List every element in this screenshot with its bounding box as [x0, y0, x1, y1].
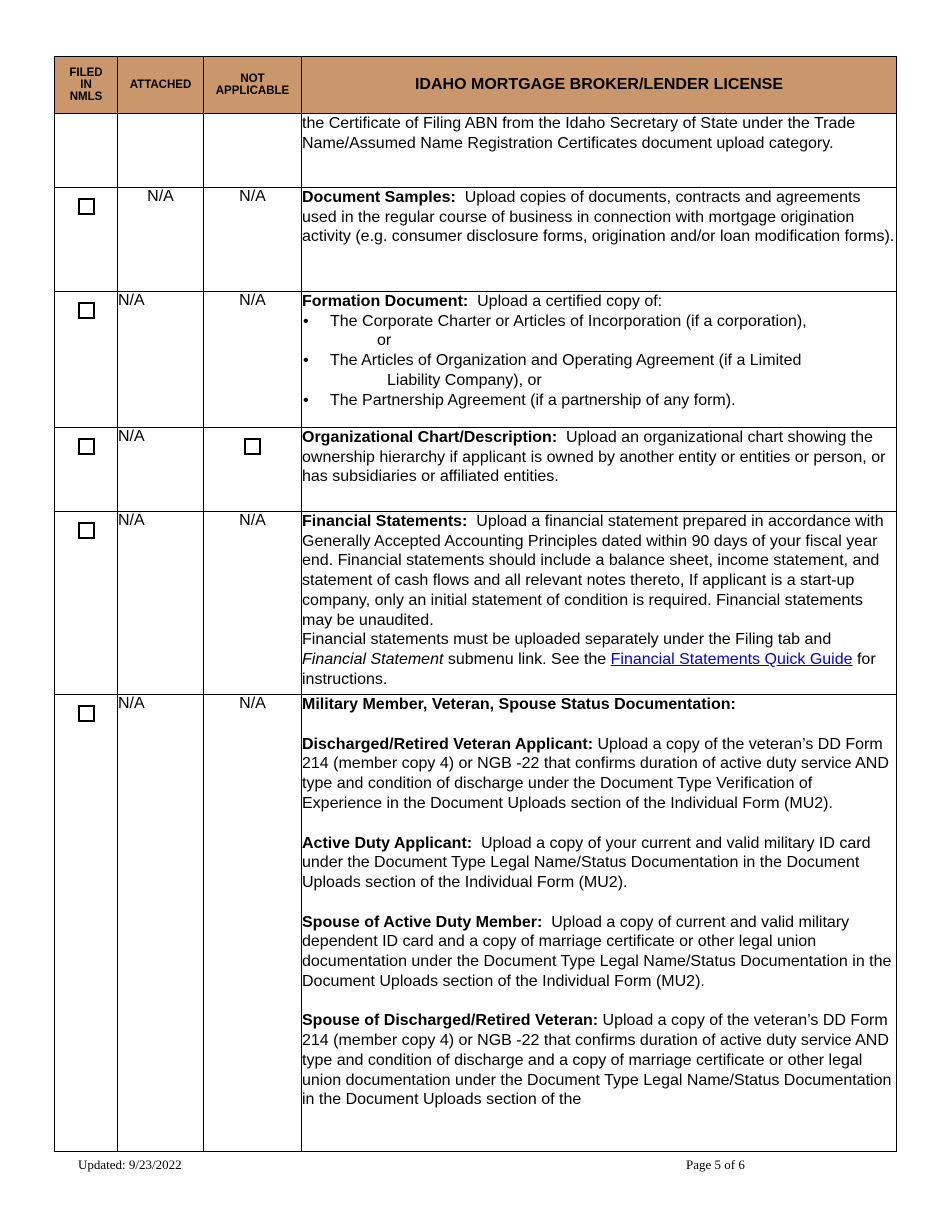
document-samples-desc: Document Samples: Upload copies of documents, contracts and agreements used in the regular course of business in connection with mortgage origination activity (e.g. consumer disclosure forms, origination and/or loan modification forms).: [302, 188, 897, 292]
attached-value: N/A: [118, 188, 204, 292]
attached-value: N/A: [118, 292, 204, 428]
financial-statements-desc: Financial Statements: Upload a financial statement prepared in accordance with Generally Accepted Accounting Principles dated within 90 days of your fiscal year end. Financial statements should include a balance sheet, income statement, and statement of cash flows and all relevant notes thereto, If applicant is a start-up company, only an initial statement of condition is required. Financial statements may be unaudited. Financial statements must be uploaded separately under the Filing tab and Financial Statement submenu link. See the Financial Statements Quick Guide for instructions.: [302, 512, 897, 695]
header-row: [55, 57, 897, 114]
spouse-veteran-paragraph: Spouse of Discharged/Retired Veteran: Upload a copy of the veteran’s DD Form 214 (member copy 4) or NGB -22 that confirms duration of active duty service AND type and condition of discharge and a copy of marriage certificate or other legal union documentation under the Document Type Legal Name/Status Documentation in the Document Uploads section of the: [302, 1012, 892, 1109]
formation-document-list: [302, 312, 896, 411]
military-heading: Military Member, Veteran, Spouse Status Documentation:: [302, 696, 736, 713]
attached-value: N/A: [118, 512, 204, 695]
not-applicable-value: N/A: [204, 188, 302, 292]
not-applicable-value: N/A: [204, 695, 302, 1152]
not-applicable-checkbox-organizational-chart[interactable]: [244, 438, 261, 455]
header-title: IDAHO MORTGAGE BROKER/LENDER LICENSE: [302, 57, 897, 114]
veteran-applicant-paragraph: Discharged/Retired Veteran Applicant: Upload a copy of the veteran’s DD Form 214 (member copy 4) or NGB -22 that confirms duration of active duty service AND type and condition of discharge under the Document Type Verification of Experience in the Document Uploads section of the Individual Form (MU2).: [302, 735, 889, 812]
financial-statements-quick-guide-link[interactable]: Financial Statements Quick Guide: [610, 650, 853, 668]
continuation-text: the Certificate of Filing ABN from the Idaho Secretary of State under the Trade Name/Assumed Name Registration Certificates document upload category.: [302, 114, 897, 188]
header-attached: ATTACHED: [118, 57, 204, 114]
filed-checkbox-military-documentation[interactable]: [78, 705, 95, 722]
filed-checkbox-organizational-chart[interactable]: [78, 438, 95, 455]
attached-value: N/A: [118, 428, 204, 512]
header-not-applicable: NOT APPLICABLE: [204, 57, 302, 114]
formation-document-desc: Formation Document: Upload a certified copy of: • The Corporate Charter or Articles of Incorporation (if a corporation), or • The Articles of Organization and Operating Agreement (if a Limited Liability Company), or • The Partnership Agreement (if a partnership of any form).: [302, 292, 897, 428]
active-duty-paragraph: Active Duty Applicant: Upload a copy of your current and valid military ID card under the Document Type Legal Name/Status Documentation in the Document Uploads section of the Individual Form (MU2).: [302, 834, 871, 891]
list-item: • The Corporate Charter or Articles of Incorporation (if a corporation), or: [302, 312, 896, 351]
page-number: Page 5 of 6: [686, 1157, 745, 1172]
updated-date: Updated: 9/23/2022: [78, 1157, 182, 1172]
not-applicable-value: N/A: [204, 292, 302, 428]
filed-checkbox-financial-statements[interactable]: [78, 522, 95, 539]
table-row-organizational-chart: [55, 428, 897, 512]
list-item: • The Articles of Organization and Operating Agreement (if a Limited Liability Company), or: [302, 351, 896, 390]
attached-value: N/A: [118, 695, 204, 1152]
list-item: • The Partnership Agreement (if a partnership of any form).: [302, 391, 896, 411]
table-row-document-samples: [55, 188, 897, 292]
table-row-continuation: [55, 114, 897, 188]
organizational-chart-desc: Organizational Chart/Description: Upload an organizational chart showing the ownership hierarchy if applicant is owned by another entity or entities or person, or has subsidiaries or affiliated entities.: [302, 428, 897, 512]
table-row-formation-document: [55, 292, 897, 428]
military-documentation-desc: [302, 695, 897, 1152]
not-applicable-value: N/A: [204, 512, 302, 695]
table-row-military-documentation: [55, 695, 897, 1152]
table-row-financial-statements: [55, 512, 897, 695]
header-filed-in-nmls: FILED IN NMLS: [55, 57, 118, 114]
license-checklist-table: [54, 56, 897, 1152]
spouse-active-duty-paragraph: Spouse of Active Duty Member: Upload a copy of current and valid military dependent ID card and a copy of marriage certificate or other legal union documentation under the Document Type Legal Name/Status Documentation in the Document Uploads section of the Individual Form (MU2).: [302, 913, 892, 990]
filed-checkbox-formation-document[interactable]: [78, 302, 95, 319]
filed-checkbox-document-samples[interactable]: [78, 198, 95, 215]
